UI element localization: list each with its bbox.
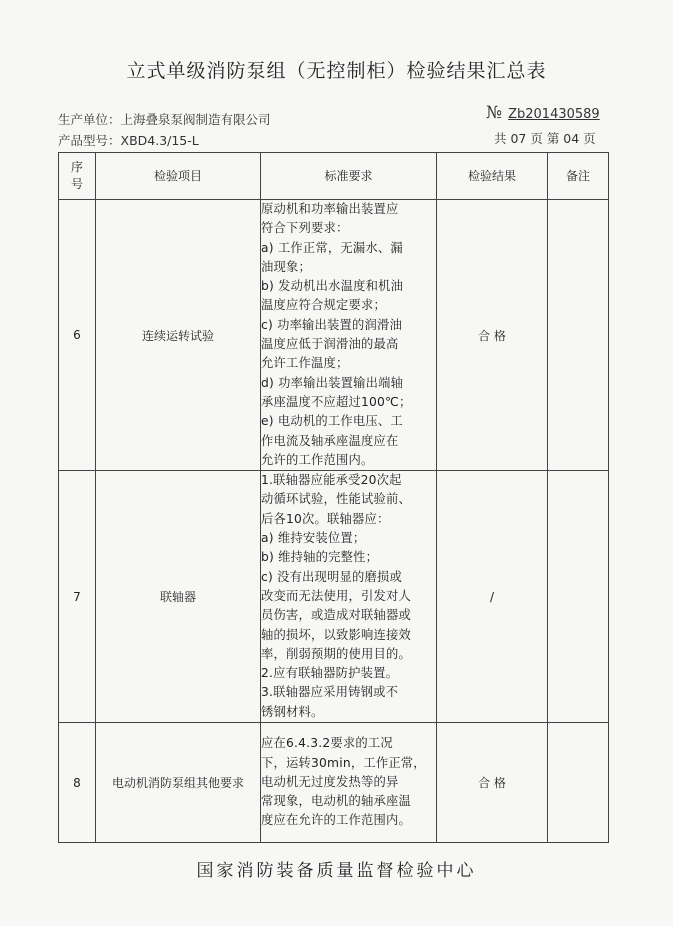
row-number: 7 bbox=[59, 471, 96, 723]
standard-line: 锈钢材料。 bbox=[261, 704, 324, 719]
standard-requirement bbox=[261, 723, 437, 843]
number-symbol: № bbox=[486, 103, 503, 123]
document-number-value: Zb201430589 bbox=[508, 107, 600, 122]
remark bbox=[548, 723, 609, 843]
standard-line: 允许工作温度； bbox=[261, 356, 349, 371]
inspection-item: 电动机消防泵组其他要求 bbox=[96, 723, 261, 843]
standard-line: d) 功率输出装置输出端轴 bbox=[261, 375, 404, 390]
standard-line: 员伤害，或造成对联轴器或 bbox=[261, 608, 411, 623]
standard-line: 轴的损坏，以致影响连接效 bbox=[261, 627, 411, 642]
remark bbox=[548, 471, 609, 723]
standard-line: 油现象； bbox=[261, 259, 311, 274]
standard-line: 2.应有联轴器防护装置。 bbox=[261, 666, 399, 681]
standard-line: a) 维持安装位置； bbox=[261, 531, 366, 546]
inspection-item: 连续运转试验 bbox=[96, 200, 261, 471]
standard-line: 应在6.4.3.2要求的工况 bbox=[261, 736, 393, 751]
standard-requirement bbox=[261, 471, 437, 723]
standard-line: 后各10次。联轴器应： bbox=[261, 511, 390, 526]
standard-line: 1.联轴器应能承受20次起 bbox=[261, 473, 402, 488]
inspection-item: 联轴器 bbox=[96, 471, 261, 723]
column-header-no: 序号 bbox=[59, 153, 96, 200]
product-model-label: 产品型号：XBD4.3/15-L bbox=[58, 133, 199, 148]
column-header-result: 检验结果 bbox=[437, 153, 548, 200]
standard-line: 温度应低于润滑油的最高 bbox=[261, 337, 399, 352]
standard-line: 3.联轴器应采用铸钢或不 bbox=[261, 685, 399, 700]
column-header-note: 备注 bbox=[548, 153, 609, 200]
standard-line: 度应在允许的工作范围内。 bbox=[261, 813, 411, 828]
standard-line: c) 没有出现明显的磨损或 bbox=[261, 569, 403, 584]
standard-line: b) 发动机出水温度和机油 bbox=[261, 279, 404, 294]
standard-line: 下，运转30min，工作正常， bbox=[261, 755, 426, 770]
standard-line: e) 电动机的工作电压、工 bbox=[261, 414, 403, 429]
standard-line: 承座温度不应超过100℃； bbox=[261, 394, 412, 409]
standard-line: 符合下列要求： bbox=[261, 221, 349, 236]
row-number: 6 bbox=[59, 200, 96, 471]
issuing-authority: 国家消防装备质量监督检验中心 bbox=[196, 861, 477, 881]
table-row bbox=[59, 723, 609, 843]
inspection-result: / bbox=[437, 471, 548, 723]
inspection-results-table bbox=[58, 152, 609, 843]
table-row bbox=[59, 200, 609, 471]
standard-line: a) 工作正常，无漏水、漏 bbox=[261, 240, 403, 255]
standard-line: c) 功率输出装置的润滑油 bbox=[261, 317, 403, 332]
standard-line: 允许的工作范围内。 bbox=[261, 452, 374, 467]
standard-line: 常现象，电动机的轴承座温 bbox=[261, 794, 411, 809]
standard-line: b) 维持轴的完整性； bbox=[261, 550, 379, 565]
column-header-standard: 标准要求 bbox=[261, 153, 437, 200]
standard-line: 改变而无法使用，引发对人 bbox=[261, 588, 411, 603]
document-number bbox=[486, 103, 600, 123]
standard-line: 电动机无过度发热等的异 bbox=[261, 774, 399, 789]
inspection-result: 合 格 bbox=[437, 723, 548, 843]
manufacturer-label: 生产单位：上海叠泉泵阀制造有限公司 bbox=[58, 112, 271, 127]
standard-line: 率，削弱预期的使用目的。 bbox=[261, 646, 411, 661]
page-indicator: 共 07 页 第 04 页 bbox=[494, 131, 596, 146]
column-header-item: 检验项目 bbox=[96, 153, 261, 200]
remark bbox=[548, 200, 609, 471]
standard-line: 温度应符合规定要求； bbox=[261, 298, 386, 313]
row-number: 8 bbox=[59, 723, 96, 843]
report-title: 立式单级消防泵组（无控制柜）检验结果汇总表 bbox=[126, 60, 547, 82]
inspection-result: 合 格 bbox=[437, 200, 548, 471]
standard-line: 动循环试验，性能试验前、 bbox=[261, 492, 411, 507]
table-header-row bbox=[59, 153, 609, 200]
standard-requirement bbox=[261, 200, 437, 471]
standard-line: 作电流及轴承座温度应在 bbox=[261, 433, 399, 448]
standard-line: 原动机和功率输出装置应 bbox=[261, 202, 399, 216]
table-row bbox=[59, 471, 609, 723]
